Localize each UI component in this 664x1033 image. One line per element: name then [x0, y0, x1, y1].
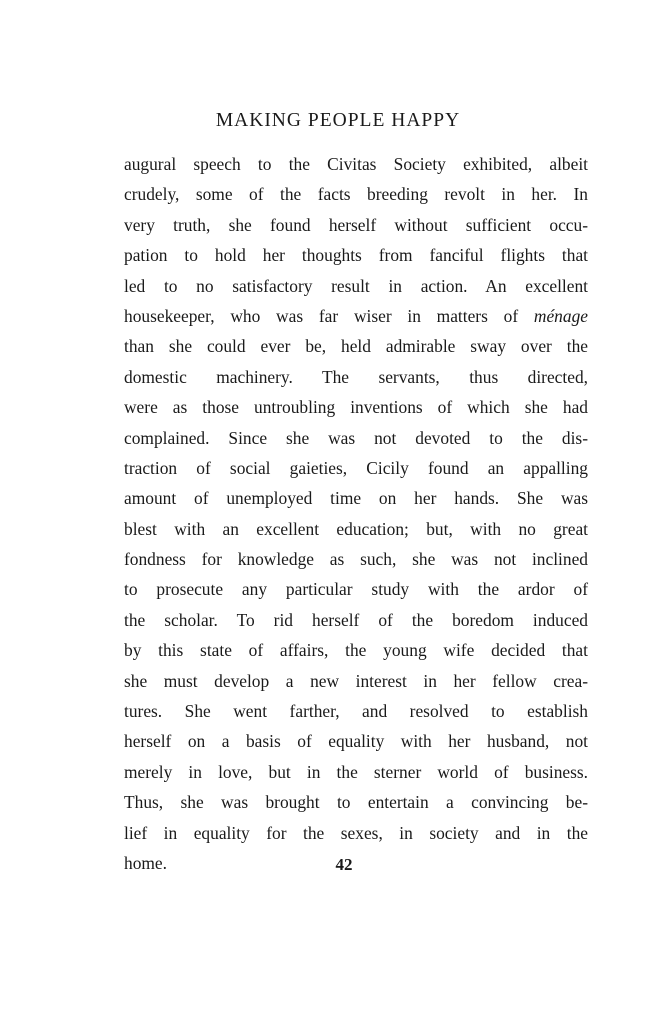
- text-line: crudely, some of the facts breeding revolt in her. In: [124, 184, 588, 205]
- text-line: lief in equality for the sexes, in society and in the: [124, 822, 588, 843]
- text-line-last: home.: [124, 852, 167, 873]
- text-line: pation to hold her thoughts from fanciful flights that: [124, 245, 588, 266]
- text-line: amount of unemployed time on her hands. She was: [124, 488, 588, 509]
- text-line: domestic machinery. The servants, thus directed,: [124, 366, 588, 387]
- text-line: were as those untroubling inventions of which she had: [124, 397, 588, 418]
- text-line: tures. She went farther, and resolved to establish: [124, 701, 588, 722]
- text-line: to prosecute any particular study with the ardor of: [124, 579, 588, 600]
- text-line: the scholar. To rid herself of the boredom induced: [124, 609, 588, 630]
- running-head: MAKING PEOPLE HAPPY: [215, 110, 461, 131]
- text-line: herself on a basis of equality with her husband, not: [124, 731, 588, 752]
- text-line: led to no satisfactory result in action. An excellent: [124, 275, 588, 296]
- text-line: traction of social gaieties, Cicily found an appalling: [124, 457, 588, 478]
- body-text: [124, 149, 588, 878]
- text-line: housekeeper, who was far wiser in matters of ménage: [124, 305, 588, 326]
- text-line: Thus, she was brought to entertain a convincing be-: [124, 792, 588, 813]
- text-line: augural speech to the Civitas Society exhibited, albeit: [124, 154, 588, 174]
- page-number: 42: [335, 855, 353, 874]
- text-line: by this state of affairs, the young wife decided that: [124, 640, 588, 661]
- text-line: fondness for knowledge as such, she was not inclined: [124, 549, 588, 570]
- text-line: than she could ever be, held admirable sway over the: [124, 336, 588, 357]
- text-line: merely in love, but in the sterner world of business.: [124, 761, 588, 782]
- text-line: she must develop a new interest in her fellow crea-: [124, 670, 588, 691]
- text-line: blest with an excellent education; but, with no great: [124, 518, 588, 539]
- italic-word: ménage: [533, 305, 588, 326]
- text-line: complained. Since she was not devoted to the dis-: [124, 427, 588, 448]
- text-line: very truth, she found herself without sufficient occu-: [124, 214, 588, 235]
